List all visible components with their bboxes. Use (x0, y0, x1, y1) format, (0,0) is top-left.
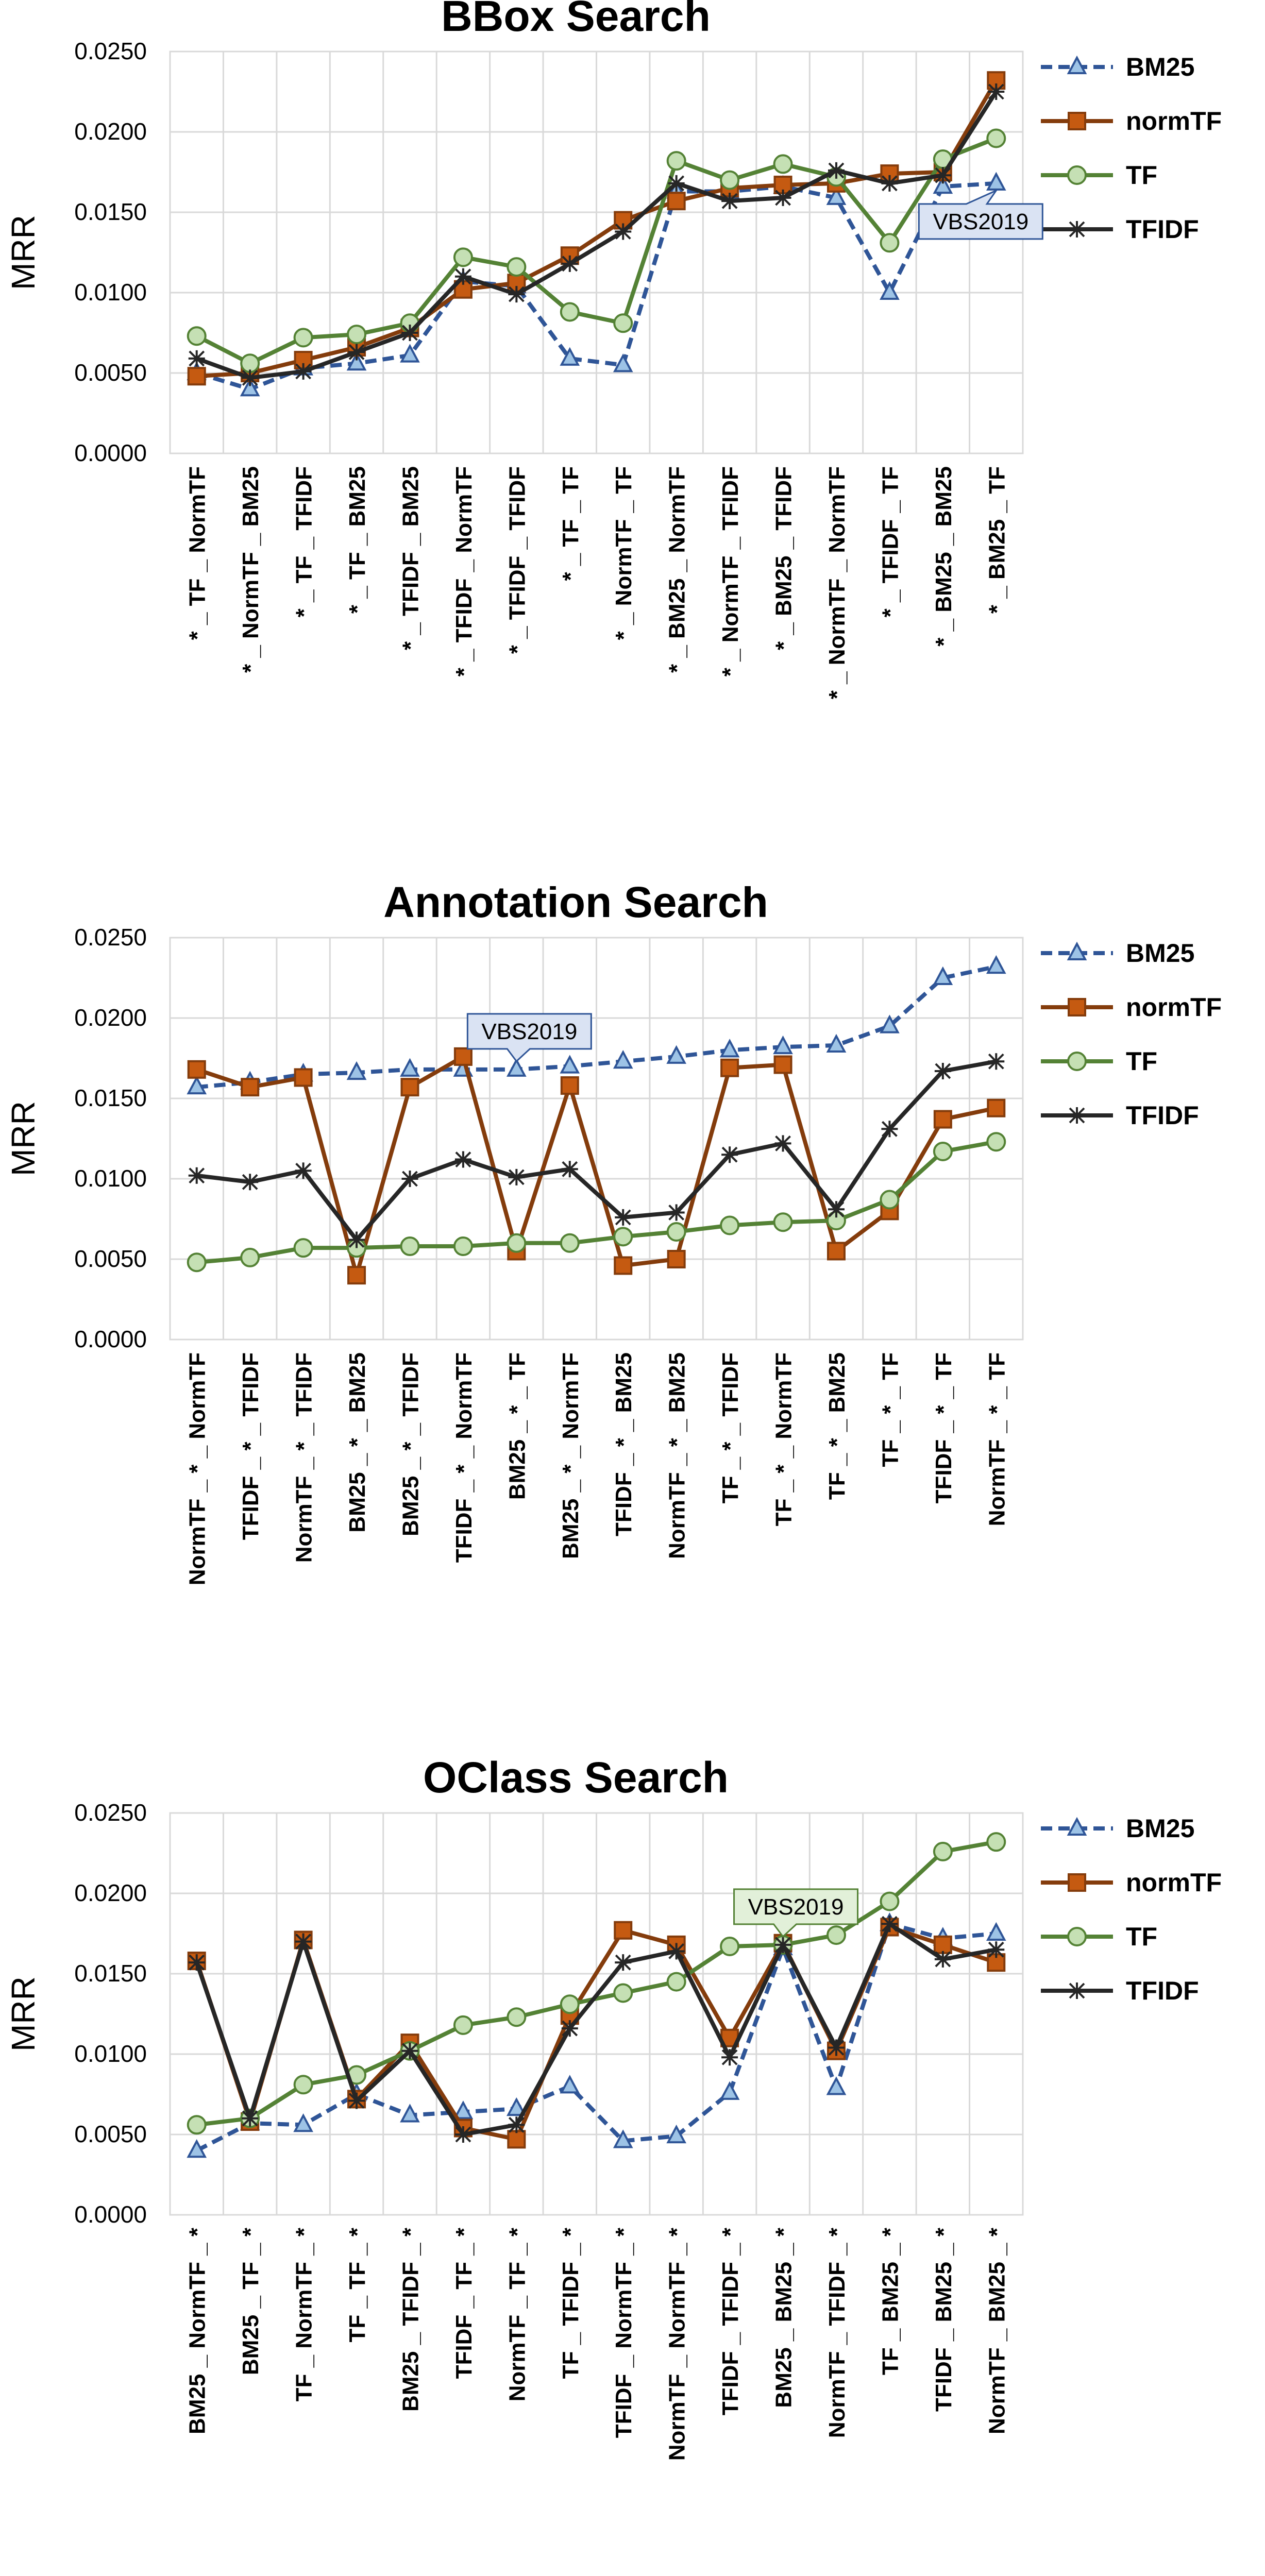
annotation-search-point-normtf (455, 1048, 471, 1065)
oclass-search-point-tf (561, 1995, 579, 2013)
annotation-search-x-tick-label: BM25 _ * _ NormTF (558, 1352, 583, 1559)
bbox-search-y-tick-label: 0.0100 (74, 279, 147, 306)
annotation-search-x-tick-label: NormTF _ * _ TFIDF (291, 1352, 317, 1563)
annotation-search-point-bm25 (988, 957, 1004, 973)
annotation-search-y-tick-label: 0.0250 (74, 924, 147, 951)
oclass-search-y-tick-label: 0.0050 (74, 2121, 147, 2147)
bbox-search-x-tick-label: * _ TFIDF _ BM25 (398, 466, 424, 650)
bbox-search-legend-label-tfidf: TFIDF (1126, 215, 1199, 244)
annotation-search-point-tfidf (828, 1201, 845, 1217)
bbox-search-annotation-label: VBS2019 (933, 209, 1029, 234)
annotation-search-x-tick-label: TFIDF _ * _ TFIDF (238, 1352, 264, 1540)
oclass-search-point-tf (828, 1926, 845, 1944)
bbox-search-point-tfidf (455, 268, 471, 285)
annotation-search-chart (0, 886, 1265, 1752)
bbox-search-x-tick-label: * _ TF _ NormTF (184, 466, 210, 640)
bbox-search-x-tick-label: * _ TF _ TF (558, 466, 583, 581)
annotation-search-x-tick-label: TF _ * _ NormTF (771, 1352, 797, 1527)
bbox-search-point-tf (881, 234, 898, 251)
oclass-search-point-tfidf (189, 1954, 205, 1971)
annotation-search-point-tfidf (242, 1174, 258, 1190)
oclass-search-point-tfidf (988, 1941, 1004, 1958)
bbox-search-point-tfidf (348, 344, 365, 360)
bbox-search-point-tfidf (775, 190, 791, 206)
oclass-search-x-tick-label: TFIDF _ BM25 _ * (931, 2228, 956, 2412)
annotation-search-y-tick-label: 0.0100 (74, 1165, 147, 1192)
bbox-search-point-tfidf (935, 167, 951, 183)
annotation-search-point-tf (561, 1234, 579, 1252)
bbox-search-y-tick-label: 0.0150 (74, 198, 147, 225)
annotation-search-point-normtf (668, 1251, 685, 1267)
bbox-search-legend-label-bm25: BM25 (1126, 53, 1195, 81)
bbox-search-point-tf (348, 326, 365, 343)
annotation-search-x-tick-label: TF _ * _ BM25 (824, 1352, 850, 1500)
oclass-search-point-bm25 (828, 2079, 845, 2094)
oclass-search-point-tf (934, 1843, 952, 1860)
annotation-search-point-tfidf (401, 1171, 418, 1187)
annotation-search-x-tick-label: TFIDF _ * _ NormTF (451, 1352, 477, 1563)
bbox-search-legend-label-tf: TF (1126, 161, 1158, 190)
oclass-search-y-tick-label: 0.0100 (74, 2040, 147, 2067)
bbox-search-point-tf (987, 129, 1005, 147)
oclass-search-legend-marker-tf (1068, 1928, 1086, 1945)
oclass-search-point-tfidf (935, 1951, 951, 1968)
bbox-search-point-tfidf (828, 162, 845, 179)
annotation-search-point-tf (881, 1191, 898, 1209)
oclass-search-point-tfidf (668, 1943, 685, 1959)
bbox-search-x-tick-label: * _ TFIDF _ TF (878, 466, 903, 618)
annotation-search-x-tick-label: NormTF _ * _ NormTF (184, 1352, 210, 1586)
annotation-search-point-tfidf (988, 1053, 1004, 1070)
annotation-search-legend-label-bm25: BM25 (1126, 939, 1195, 968)
annotation-search-point-tf (987, 1133, 1005, 1150)
annotation-search-point-normtf (775, 1056, 791, 1073)
annotation-search-point-tfidf (775, 1135, 791, 1151)
bbox-search-x-tick-label: * _ TFIDF _ TFIDF (504, 466, 530, 654)
oclass-search-y-tick-label: 0.0150 (74, 1960, 147, 1987)
annotation-search-point-tf (774, 1213, 792, 1231)
annotation-search-y-tick-label: 0.0150 (74, 1084, 147, 1111)
oclass-search-x-tick-label: NormTF _ TFIDF _ * (824, 2228, 850, 2438)
annotation-search-point-tfidf (562, 1161, 578, 1177)
annotation-search-point-tf (934, 1143, 952, 1160)
annotation-search-x-tick-label: BM25 _ * _ TF (504, 1352, 530, 1500)
annotation-search-point-tf (454, 1238, 472, 1255)
oclass-search-x-tick-label: TFIDF _ TF _ * (451, 2228, 477, 2379)
bbox-search-point-normtf (189, 368, 205, 384)
bbox-search-x-tick-label: * _ BM25 _ NormTF (664, 466, 690, 673)
annotation-search-point-normtf (189, 1061, 205, 1078)
oclass-search-point-tfidf (562, 2020, 578, 2037)
oclass-search-x-tick-label: TFIDF _ NormTF _ * (611, 2228, 637, 2438)
bbox-search-legend-label-normtf: normTF (1126, 107, 1222, 135)
oclass-search-x-tick-label: TF _ TFIDF _ * (558, 2228, 583, 2379)
bbox-search-x-tick-label: * _ TF _ TFIDF (291, 466, 317, 618)
oclass-search-point-bm25 (721, 2083, 738, 2099)
annotation-search-point-tf (241, 1249, 259, 1266)
bbox-search-point-tfidf (401, 325, 418, 341)
bbox-search-point-tf (774, 155, 792, 173)
annotation-search-point-normtf (935, 1111, 951, 1128)
bbox-search-point-bm25 (615, 355, 631, 371)
oclass-search-legend-marker-tfidf (1069, 1982, 1085, 1999)
annotation-search-point-normtf (562, 1077, 578, 1094)
annotation-search-legend-label-tfidf: TFIDF (1126, 1101, 1199, 1130)
oclass-search-title: OClass Search (423, 1753, 729, 1802)
oclass-search-legend-label-tfidf: TFIDF (1126, 1976, 1199, 2005)
annotation-search-annotation-label: VBS2019 (481, 1019, 578, 1044)
oclass-search-annotation-label: VBS2019 (748, 1894, 844, 1920)
annotation-search-x-tick-label: BM25 _ * _ BM25 (345, 1352, 370, 1533)
annotation-search-point-tf (401, 1238, 418, 1255)
bbox-search-y-tick-label: 0.0050 (74, 359, 147, 386)
annotation-search-point-tfidf (935, 1063, 951, 1079)
oclass-search-legend-label-tf: TF (1126, 1922, 1158, 1951)
annotation-search-point-tfidf (668, 1205, 685, 1221)
oclass-search-y-tick-label: 0.0200 (74, 1879, 147, 1906)
bbox-search-x-tick-label: * _ NormTF _ TFIDF (718, 466, 744, 677)
oclass-search-point-tfidf (295, 1934, 312, 1950)
oclass-search-x-tick-label: BM25 _ TF _ * (238, 2228, 264, 2376)
annotation-search-y-axis-label: MRR (5, 1101, 42, 1176)
annotation-search-point-normtf (828, 1243, 845, 1259)
oclass-search-point-tf (614, 1984, 632, 2002)
oclass-search-point-tfidf (455, 2126, 471, 2143)
annotation-search-x-tick-label: TF _ * _ TFIDF (718, 1352, 744, 1504)
bbox-search-point-tfidf (721, 193, 738, 209)
annotation-search-legend-marker-tf (1068, 1053, 1086, 1070)
bbox-search-point-tfidf (668, 175, 685, 192)
oclass-search-point-tfidf (401, 2043, 418, 2059)
annotation-search-legend-label-normtf: normTF (1126, 993, 1222, 1022)
annotation-search-x-tick-label: TFIDF _ * _ TF (931, 1352, 956, 1504)
bbox-search-x-tick-label: * _ NormTF _ NormTF (824, 466, 850, 700)
bbox-search-y-tick-label: 0.0200 (74, 118, 147, 145)
oclass-search-point-normtf (615, 1922, 631, 1939)
annotation-search-point-tf (508, 1234, 525, 1252)
bbox-search-point-tf (454, 248, 472, 266)
oclass-search-legend-label-normtf: normTF (1126, 1868, 1222, 1897)
oclass-search-legend-label-bm25: BM25 (1126, 1814, 1195, 1843)
bbox-search-point-tfidf (189, 350, 205, 367)
bbox-search-point-normtf (668, 193, 685, 209)
bbox-search-title: BBox Search (441, 0, 711, 40)
bbox-search-point-tf (508, 258, 525, 276)
annotation-search-point-normtf (615, 1257, 631, 1274)
oclass-search-point-tfidf (881, 1916, 898, 1932)
oclass-search-point-tfidf (828, 2040, 845, 2056)
annotation-search-point-tfidf (508, 1169, 525, 1185)
annotation-search-x-tick-label: TFIDF _ * _ BM25 (611, 1352, 637, 1536)
annotation-search-x-tick-label: NormTF _ * _ TF (984, 1352, 1010, 1527)
oclass-search-point-tfidf (615, 1954, 631, 1971)
annotation-search-point-tfidf (881, 1121, 898, 1137)
oclass-search-point-bm25 (562, 2077, 578, 2092)
bbox-search-legend-marker-tf (1068, 166, 1086, 184)
annotation-search-point-bm25 (721, 1041, 738, 1056)
bbox-search-point-tf (614, 314, 632, 332)
bbox-search-x-tick-label: * _ TFIDF _ NormTF (451, 466, 477, 677)
oclass-search-point-tfidf (508, 2116, 525, 2133)
oclass-search-point-tfidf (348, 2092, 365, 2109)
annotation-search-x-tick-label: TF _ * _ TF (878, 1352, 903, 1467)
oclass-search-y-tick-label: 0.0250 (74, 1799, 147, 1826)
bbox-search-point-tfidf (615, 223, 631, 240)
annotation-search-point-tfidf (189, 1167, 205, 1184)
annotation-search-point-tfidf (295, 1162, 312, 1179)
annotation-search-point-tfidf (455, 1151, 471, 1168)
bbox-search-x-tick-label: * _ NormTF _ TF (611, 466, 637, 640)
bbox-search-point-tf (561, 303, 579, 320)
annotation-search-point-normtf (988, 1100, 1004, 1116)
annotation-search-y-tick-label: 0.0000 (74, 1326, 147, 1352)
oclass-search-y-tick-label: 0.0000 (74, 2201, 147, 2228)
oclass-search-point-tf (295, 2076, 312, 2093)
oclass-search-x-tick-label: BM25 _ NormTF _ * (184, 2228, 210, 2434)
annotation-search-title: Annotation Search (383, 886, 768, 926)
bbox-search-chart (0, 0, 1265, 866)
annotation-search-point-tf (188, 1253, 206, 1271)
annotation-search-point-tfidf (348, 1232, 365, 1248)
bbox-search-legend-marker-normtf (1069, 113, 1085, 129)
oclass-search-point-tfidf (721, 2049, 738, 2065)
bbox-search-point-tfidf (295, 363, 312, 380)
oclass-search-point-tf (987, 1833, 1005, 1851)
oclass-search-point-tf (721, 1938, 738, 1955)
annotation-search-x-tick-label: BM25 _ * _ TFIDF (398, 1352, 424, 1536)
bbox-search-point-tfidf (562, 256, 578, 272)
annotation-search-point-tf (721, 1216, 738, 1234)
bbox-search-legend-marker-tfidf (1069, 221, 1085, 238)
annotation-search-legend-marker-normtf (1069, 999, 1085, 1015)
bbox-search-point-tf (295, 329, 312, 346)
annotation-search-legend-marker-tfidf (1069, 1107, 1085, 1124)
annotation-search-x-tick-label: NormTF _ * _ BM25 (664, 1352, 690, 1559)
bbox-search-point-tfidf (881, 175, 898, 192)
bbox-search-point-tf (721, 172, 738, 189)
bbox-search-point-tfidf (508, 286, 525, 302)
annotation-search-point-normtf (348, 1267, 365, 1283)
oclass-search-x-tick-label: BM25 _ BM25 _ * (771, 2228, 797, 2408)
bbox-search-x-tick-label: * _ BM25 _ TFIDF (771, 466, 797, 650)
annotation-search-point-tf (614, 1228, 632, 1245)
oclass-search-point-tf (188, 2116, 206, 2133)
bbox-search-y-axis-label: MRR (5, 215, 42, 290)
annotation-search-y-tick-label: 0.0200 (74, 1004, 147, 1031)
oclass-search-x-tick-label: TF _ NormTF _ * (291, 2228, 317, 2402)
bbox-search-y-tick-label: 0.0000 (74, 439, 147, 466)
annotation-search-point-tf (668, 1223, 685, 1241)
bbox-search-x-tick-label: * _ BM25 _ BM25 (931, 466, 956, 647)
annotation-search-point-normtf (295, 1069, 312, 1086)
bbox-search-point-tf (668, 152, 685, 170)
bbox-search-x-tick-label: * _ TF _ BM25 (345, 466, 370, 614)
oclass-search-x-tick-label: NormTF _ NormTF _ * (664, 2228, 690, 2461)
oclass-search-x-tick-label: NormTF _ BM25 _ * (984, 2228, 1010, 2434)
oclass-search-x-tick-label: TFIDF _ TFIDF _ * (718, 2228, 744, 2416)
bbox-search-x-tick-label: * _ BM25 _ TF (984, 466, 1010, 614)
oclass-search-x-tick-label: TF _ TF _ * (345, 2228, 370, 2343)
annotation-search-y-tick-label: 0.0050 (74, 1245, 147, 1272)
bbox-search-point-tf (188, 327, 206, 345)
oclass-search-legend-marker-normtf (1069, 1874, 1085, 1891)
annotation-search-point-tf (295, 1239, 312, 1257)
oclass-search-chart (0, 1752, 1265, 2576)
oclass-search-x-tick-label: TF _ BM25 _ * (878, 2228, 903, 2376)
annotation-search-point-tfidf (615, 1209, 631, 1226)
oclass-search-point-tf (508, 2008, 525, 2026)
bbox-search-x-tick-label: * _ NormTF _ BM25 (238, 466, 264, 673)
oclass-search-point-normtf (508, 2131, 525, 2147)
bbox-search-point-tfidf (988, 83, 1004, 100)
oclass-search-point-tf (454, 2016, 472, 2034)
oclass-search-point-tfidf (775, 1937, 791, 1953)
bbox-search-point-tfidf (242, 369, 258, 386)
oclass-search-x-tick-label: BM25 _ TFIDF _ * (398, 2228, 424, 2412)
oclass-search-point-tfidf (242, 2110, 258, 2127)
annotation-search-point-normtf (401, 1079, 418, 1095)
annotation-search-point-normtf (242, 1079, 258, 1095)
annotation-search-legend-label-tf: TF (1126, 1047, 1158, 1076)
annotation-search-point-normtf (721, 1060, 738, 1076)
oclass-search-point-tf (668, 1973, 685, 1991)
bbox-search-point-tf (241, 354, 259, 372)
annotation-search-point-tfidf (721, 1146, 738, 1163)
oclass-search-point-tf (881, 1893, 898, 1910)
oclass-search-point-normtf (935, 1937, 951, 1953)
oclass-search-y-axis-label: MRR (5, 1976, 42, 2052)
bbox-search-y-tick-label: 0.0250 (74, 38, 147, 64)
oclass-search-x-tick-label: NormTF _ TF _ * (504, 2228, 530, 2402)
